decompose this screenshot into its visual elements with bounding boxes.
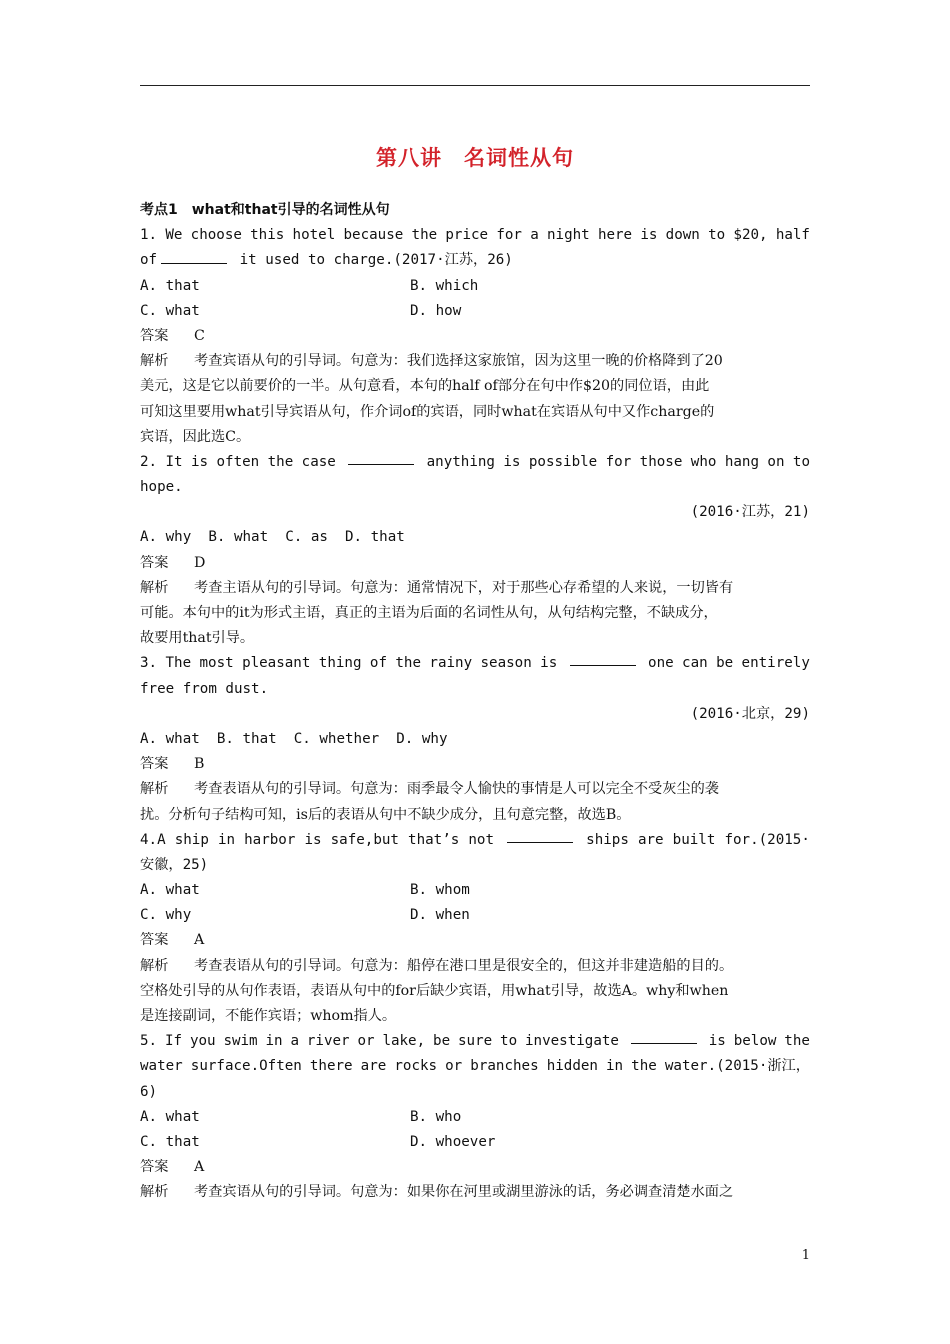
q3-answer-label: 答案 [140, 756, 169, 773]
analysis-line [140, 803, 810, 828]
stem-word: you [189, 1033, 216, 1050]
answer-blank [631, 1029, 697, 1044]
stem-word: those [639, 453, 683, 470]
stem-word: in [217, 831, 236, 848]
q2-stem-line1 [140, 450, 810, 475]
stem-word: often [216, 453, 260, 470]
stem-word: is [540, 655, 558, 672]
stem-word: most [199, 655, 234, 672]
q5-options-row2 [140, 1130, 810, 1155]
stem-word: can [682, 655, 708, 672]
stem-word: or [357, 1033, 375, 1050]
q3-stem-line2: free from dust. [140, 680, 269, 697]
stem-word: who [690, 453, 717, 470]
stem-word: water [140, 1058, 183, 1075]
stem-word: case [301, 453, 336, 470]
q1-analysis [140, 349, 810, 450]
q3-analysis [140, 777, 810, 827]
analysis-text: 美元，这是它以前要价的一半。从句意看，本句的half of部分在句中作$20的同位语，由此 [140, 378, 710, 395]
q2-answer-label: 答案 [140, 554, 169, 571]
q1-option-d: D. how [410, 302, 462, 319]
stem-word: entirely [741, 655, 810, 672]
stem-word: the [784, 1033, 810, 1050]
stem-word: in [606, 1058, 624, 1075]
q5-answer-label: 答案 [140, 1159, 169, 1176]
analysis-line [140, 777, 810, 802]
stem-word: the [631, 1058, 657, 1075]
analysis-text: 可知这里要用what引导宾语从句，作介词of的宾语，同时what在宾语从句中又作charge的 [140, 403, 715, 420]
q5-option-b: B. who [410, 1108, 462, 1125]
stem-word: are [360, 1058, 387, 1075]
analysis-label: 解析 [140, 1184, 169, 1201]
stem-word: branches [470, 1058, 539, 1075]
q1-stem-post: it used to charge.(2017·江苏，26) [231, 252, 513, 269]
stem-word: in [265, 1033, 283, 1050]
section-heading [140, 198, 810, 223]
stem-word: ship [174, 831, 209, 848]
q5-stem-line1 [140, 1029, 810, 1054]
stem-word: is [304, 831, 322, 848]
q5-option-c: C. that [140, 1133, 200, 1150]
stem-word: because [343, 227, 404, 244]
analysis-line [140, 626, 810, 651]
analysis-label: 解析 [140, 353, 169, 370]
q4-answer-label: 答案 [140, 932, 169, 949]
stem-word: is [640, 227, 658, 244]
stem-word: hotel [292, 227, 336, 244]
q1-option-c: C. what [140, 302, 200, 319]
q1-options-row1 [140, 274, 810, 299]
q5-answer-value: A [194, 1159, 205, 1176]
stem-word: built [672, 831, 716, 848]
analysis-text: 考查表语从句的引导词。句意为：雨季最令人愉快的事情是人可以完全不受灰尘的袭 [194, 781, 719, 798]
q4-options-row1 [140, 878, 810, 903]
stem-word: the [267, 453, 294, 470]
stem-word: swim [223, 1033, 258, 1050]
q5-analysis [140, 1180, 810, 1205]
q3-answer-value: B [194, 756, 205, 773]
analysis-label: 解析 [140, 781, 169, 798]
stem-word: the [411, 227, 438, 244]
page-number: 1 [801, 1248, 810, 1263]
q1-answer-label: 答案 [140, 327, 169, 344]
analysis-text: 空格处引导的从句作表语，表语从句中的for后缺少宾语，用what引导，故选A。why和when [140, 982, 729, 999]
stem-word: investigate [525, 1033, 619, 1050]
q5-options-row1 [140, 1105, 810, 1130]
stem-word: is [191, 453, 209, 470]
q3-source: (2016·北京，29) [690, 705, 810, 722]
stem-word: choose [190, 227, 242, 244]
analysis-text: 扰。分析句子结构可知，is后的表语从句中不缺少成分，且句意完整，故选B。 [140, 806, 631, 823]
q2-analysis [140, 576, 810, 652]
stem-word: here [597, 227, 633, 244]
q2-source: (2016·江苏，21) [690, 504, 810, 521]
stem-word: rainy [429, 655, 473, 672]
stem-word: 2. [140, 453, 158, 470]
stem-word: a [530, 227, 539, 244]
q4-options-row2 [140, 903, 810, 928]
stem-word: hidden [546, 1058, 598, 1075]
analysis-text: 故要用that引导。 [140, 630, 255, 647]
stem-word: lake, [382, 1033, 426, 1050]
stem-word: for.(2015· [724, 831, 810, 848]
stem-word: of [369, 655, 387, 672]
stem-word: anything [426, 453, 495, 470]
q5-option-a: A. what [140, 1108, 200, 1125]
q3-stem-line1 [140, 651, 810, 676]
q4-answer-value: A [194, 932, 205, 949]
q5-option-d: D. whoever [410, 1133, 496, 1150]
analysis-text: 考查宾语从句的引导词。句意为：我们选择这家旅馆，因为这里一晚的价格降到了20 [194, 353, 723, 370]
answer-blank [348, 450, 414, 465]
stem-word: hang [724, 453, 759, 470]
stem-word: to [708, 227, 726, 244]
stem-word: be [433, 1033, 451, 1050]
stem-word: below [733, 1033, 777, 1050]
stem-word: down [665, 227, 700, 244]
analysis-line [140, 576, 810, 601]
analysis-line [140, 954, 810, 979]
stem-word: night [546, 227, 590, 244]
q2-answer [140, 551, 810, 576]
analysis-text: 是连接副词，不能作宾语；whom指人。 [140, 1008, 397, 1024]
stem-word: If [164, 1033, 183, 1050]
stem-word: 1. [140, 227, 158, 244]
stem-word: the [395, 655, 422, 672]
analysis-line [140, 374, 810, 399]
stem-word: surface.Often [190, 1058, 302, 1075]
q1-stem-line1 [140, 223, 810, 248]
analysis-line [140, 400, 810, 425]
stem-word: possible [528, 453, 598, 470]
q3-options: A. what B. that C. whether D. why [140, 730, 448, 747]
section-text: what和that引导的名词性从句 [191, 202, 390, 218]
q5-answer [140, 1155, 810, 1180]
stem-word: on [767, 453, 785, 470]
q1-stem-line2 [140, 248, 810, 273]
q1-option-b: B. which [410, 277, 479, 294]
q2-stem-line2: hope. [140, 479, 183, 496]
q4-option-b: B. whom [410, 882, 470, 899]
q4-analysis [140, 954, 810, 1030]
q1-answer-value: C [194, 327, 205, 344]
stem-word: pleasant [242, 655, 311, 672]
stem-word: river [306, 1033, 350, 1050]
section-label: 考点1 [140, 202, 178, 218]
stem-word: safe,but [330, 831, 399, 848]
q1-blank [161, 249, 227, 264]
stem-word: $20, [733, 227, 768, 244]
stem-word: ships [586, 831, 629, 848]
stem-word: to [792, 453, 810, 470]
stem-word: not [468, 831, 494, 848]
analysis-line [140, 979, 810, 1004]
q5-stem-line3: 6) [140, 1083, 158, 1100]
q1-stem-pre: of [140, 252, 158, 269]
q2-answer-value: D [194, 554, 206, 571]
stem-word: We [165, 227, 183, 244]
analysis-text: 考查主语从句的引导词。句意为：通常情况下，对于那些心存希望的人来说，一切皆有 [194, 579, 734, 596]
stem-word: a [290, 1033, 299, 1050]
stem-word: is [503, 453, 521, 470]
q4-stem-line2: 安徽，25) [140, 856, 209, 873]
document-body [140, 198, 810, 1206]
stem-word: this [250, 227, 285, 244]
q4-option-c: C. why [140, 907, 192, 924]
stem-word: price [445, 227, 489, 244]
q1-options-row2 [140, 299, 810, 324]
q1-answer [140, 324, 810, 349]
analysis-text: 考查表语从句的引导词。句意为：船停在港口里是很安全的，但这并非建造船的目的。 [194, 957, 734, 974]
analysis-label: 解析 [140, 579, 169, 596]
q5-stem-line2 [140, 1054, 810, 1079]
answer-blank [570, 651, 636, 666]
header-rule [140, 85, 810, 86]
q4-answer [140, 928, 810, 953]
stem-word: is [708, 1033, 726, 1050]
stem-word: harbor [244, 831, 296, 848]
stem-word: The [165, 655, 192, 672]
stem-word: 3. [140, 655, 158, 672]
stem-word: half [775, 227, 810, 244]
stem-word: thing [318, 655, 362, 672]
stem-word: 4.A [140, 831, 166, 848]
stem-word: water.(2015·浙江， [664, 1058, 810, 1075]
page-title [0, 142, 950, 172]
analysis-line [140, 1004, 810, 1029]
analysis-label: 解析 [140, 957, 169, 974]
analysis-line [140, 425, 810, 450]
analysis-line [140, 349, 810, 374]
analysis-line [140, 601, 810, 626]
stem-word: to [500, 1033, 518, 1050]
stem-word: one [648, 655, 674, 672]
stem-word: season [480, 655, 532, 672]
stem-word: rocks [394, 1058, 438, 1075]
stem-word: that’s [408, 831, 460, 848]
analysis-text: 可能。本句中的it为形式主语，真正的主语为后面的名词性从句，从句结构完整，不缺成分， [140, 605, 718, 621]
q4-stem-line1 [140, 828, 810, 853]
title-lecture: 第八讲 [376, 146, 442, 170]
q1-option-a: A. that [140, 277, 200, 294]
q2-options: A. why B. what C. as D. that [140, 529, 405, 546]
analysis-line [140, 1180, 810, 1205]
stem-word: 5. [140, 1033, 158, 1050]
stem-word: for [605, 453, 632, 470]
stem-word: are [637, 831, 664, 848]
stem-word: be [716, 655, 734, 672]
title-topic: 名词性从句 [464, 146, 574, 170]
stem-word: there [309, 1058, 353, 1075]
analysis-text: 宾语，因此选C。 [140, 428, 251, 445]
stem-word: for [496, 227, 522, 244]
q4-option-a: A. what [140, 882, 200, 899]
answer-blank [507, 828, 573, 843]
q4-option-d: D. when [410, 907, 470, 924]
stem-word: or [445, 1058, 463, 1075]
analysis-text: 考查宾语从句的引导词。句意为：如果你在河里或湖里游泳的话，务必调查清楚水面之 [194, 1184, 734, 1201]
stem-word: It [165, 453, 183, 470]
q3-answer [140, 752, 810, 777]
stem-word: sure [458, 1033, 493, 1050]
